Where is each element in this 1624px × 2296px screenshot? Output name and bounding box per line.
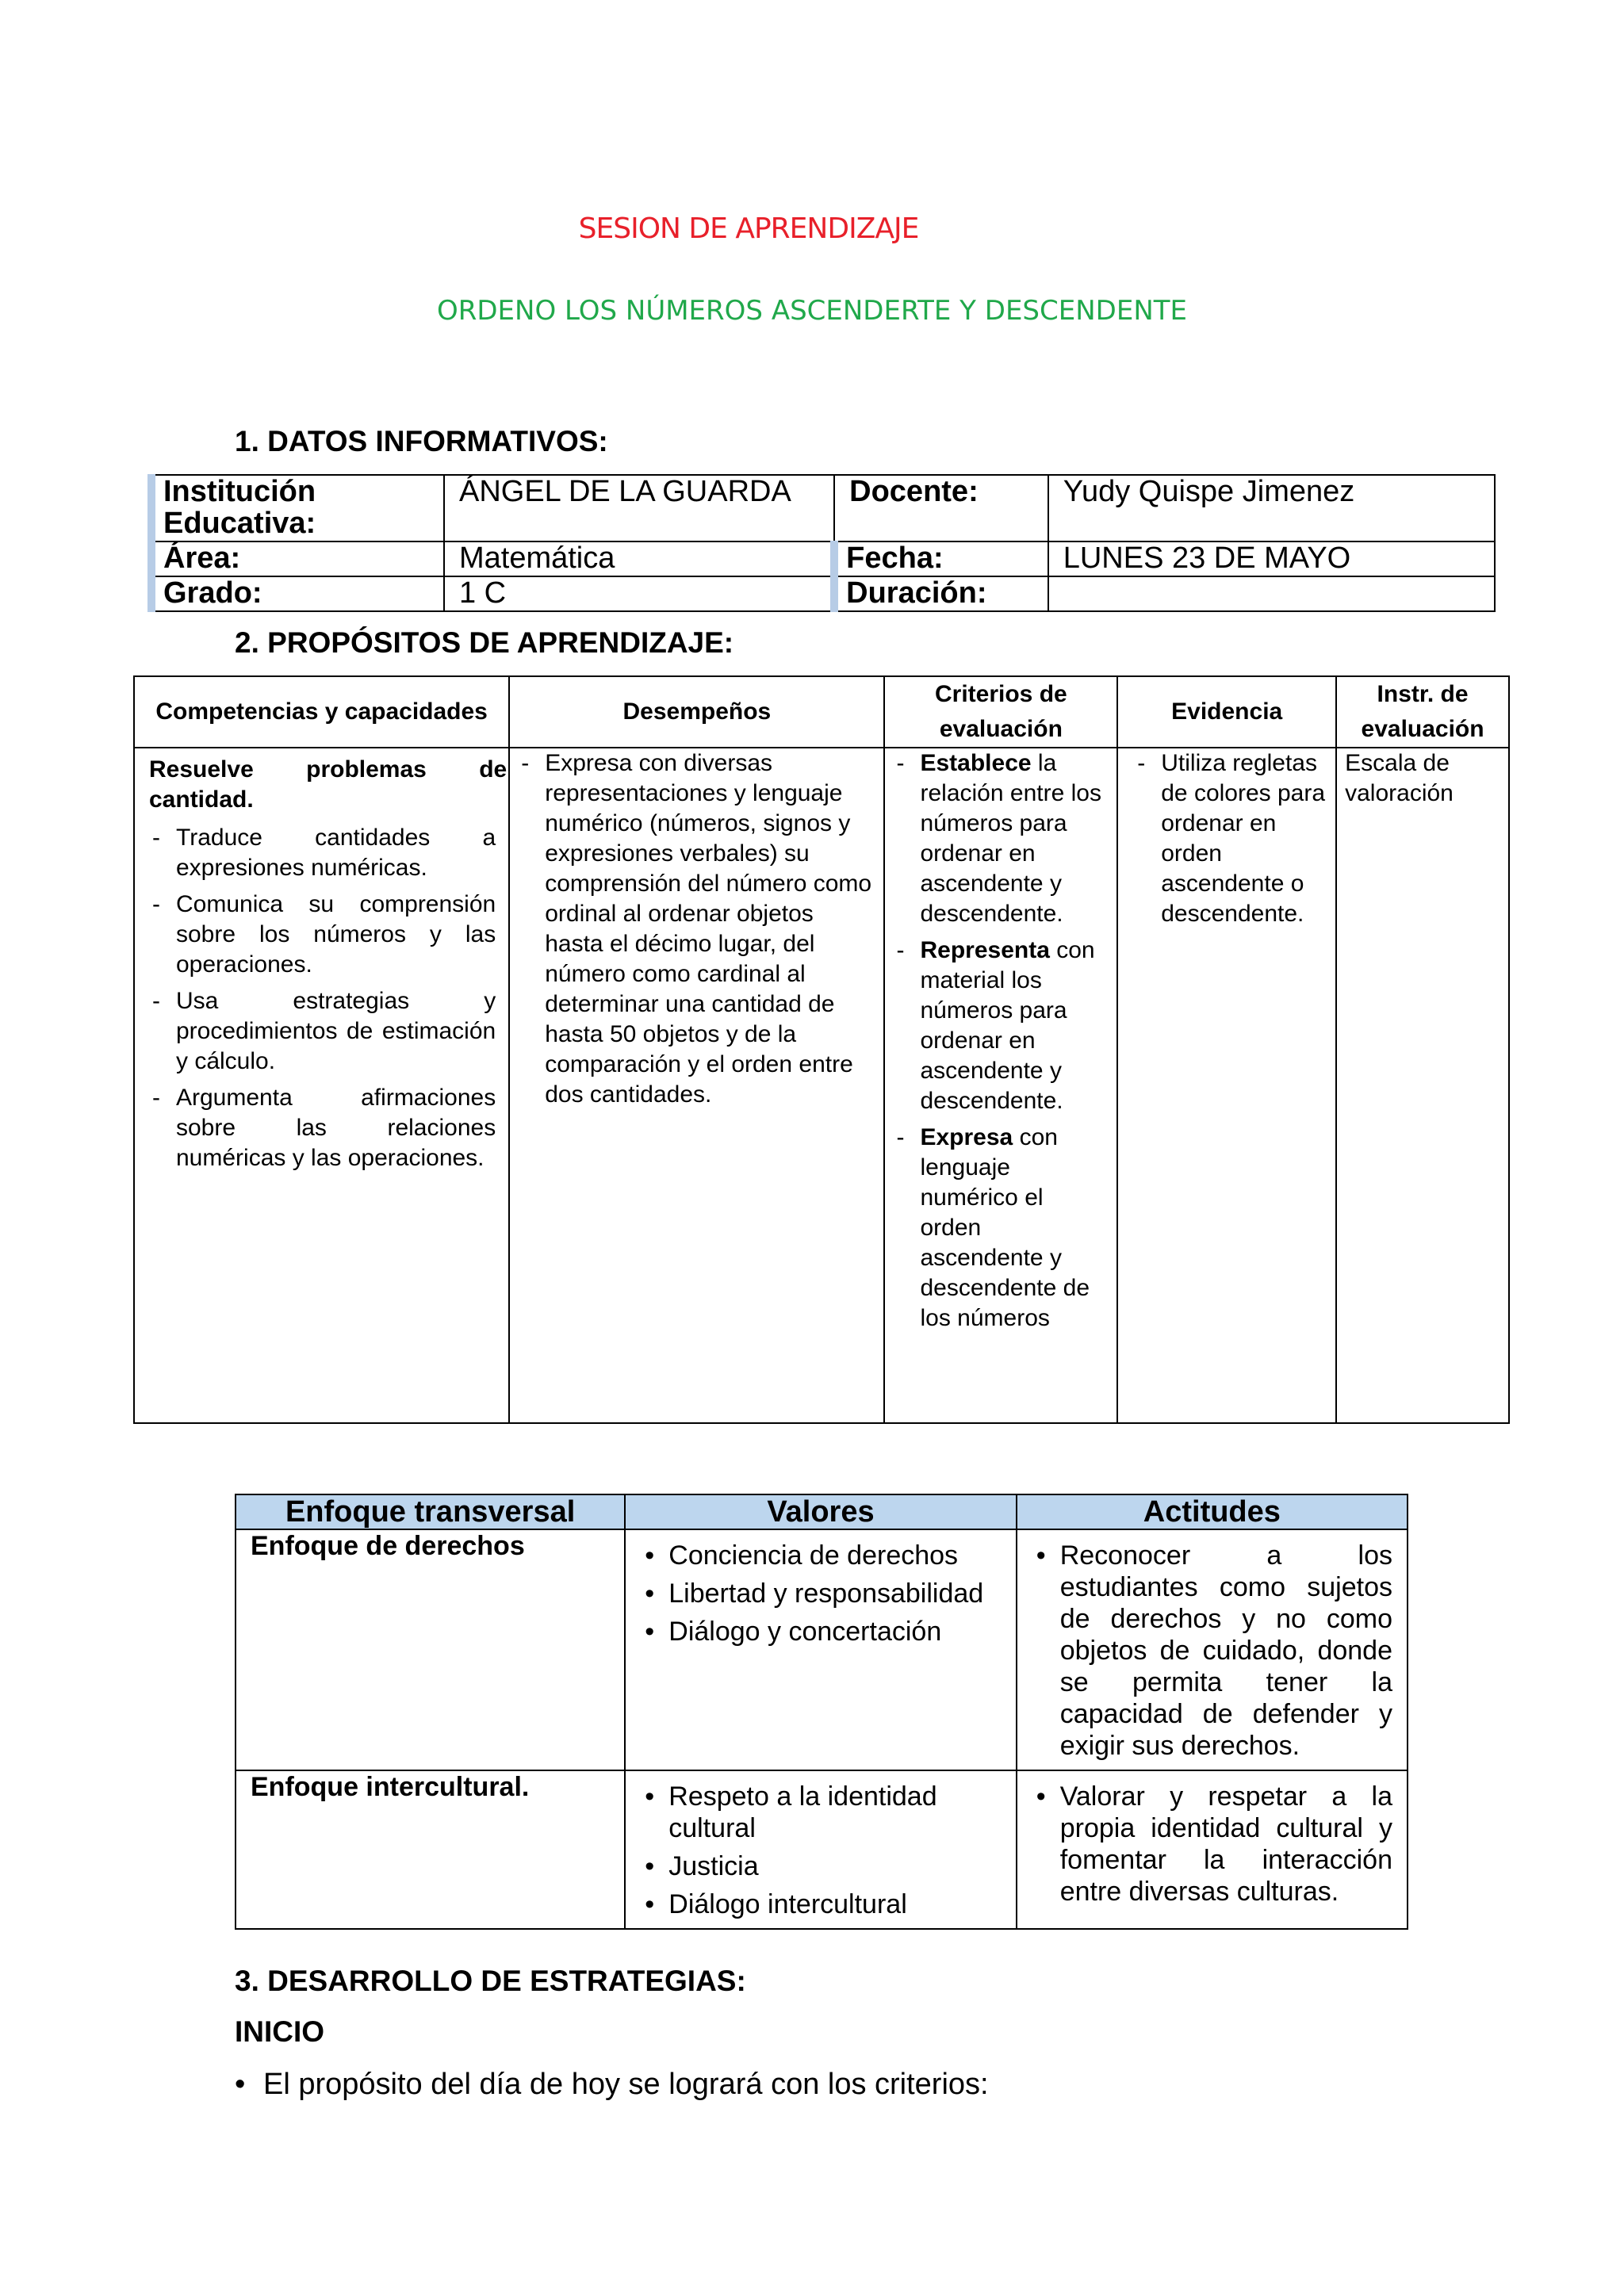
actitud-item: • Reconocer a los estudiantes como sujetos de derechos y no como objetos de cuidado, donde se permita tener la capacidad de defender y exigir sus derechos. [1032,1540,1392,1762]
header-criterios: Criterios de evaluación [884,676,1117,748]
criterio-text: con material los números para ordenar en ascendente y descendente. [920,937,1095,1114]
inicio-heading: INICIO [235,2015,325,2048]
criterios-cell [884,748,1117,1423]
propositos-table [133,675,1510,1424]
duracion-label: Duración: [834,576,1048,611]
document-title: SESION DE APRENDIZAJE [578,212,919,245]
area-label: Área: [151,541,444,576]
capacidad-item: - Usa estrategias y procedimientos de estimación y cálculo. [149,986,496,1077]
desempenos-cell [509,748,884,1423]
valor-item: • Conciencia de derechos [640,1540,1001,1571]
criterio-item [893,1123,1109,1334]
header-valores: Valores [625,1494,1016,1529]
valores-cell [625,1770,1016,1929]
valores-list [640,1540,1001,1647]
grado-value: 1 C [444,576,834,611]
section-heading-datos: 1. DATOS INFORMATIVOS: [235,425,608,457]
header-actitudes: Actitudes [1017,1494,1408,1529]
instrumento-text: Escala de valoración [1345,750,1454,806]
institucion-label: Institución Educativa: [151,475,444,541]
evidencia-list [1126,748,1327,929]
institucion-value: ÁNGEL DE LA GUARDA [444,475,834,541]
valor-item: • Libertad y responsabilidad [640,1578,1001,1609]
valores-cell [625,1529,1016,1770]
actitudes-cell [1017,1770,1408,1929]
area-value: Matemática [444,541,834,576]
criterio-text: la relación entre los números para ordenar en ascendente y descendente. [920,750,1101,927]
valor-item: • Diálogo intercultural [640,1888,1001,1920]
header-competencias: Competencias y capacidades [134,676,509,748]
capacidad-item: - Comunica su comprensión sobre los números y las operaciones. [149,890,496,980]
header-enfoque: Enfoque transversal [236,1494,625,1529]
table-row [236,1529,1408,1770]
inicio-bullet [235,2068,989,2102]
grado-label: Grado: [151,576,444,611]
fecha-label: Fecha: [834,541,1048,576]
desempenos-list [518,748,875,1110]
capacidades-list [149,823,507,1173]
valor-item: • Justicia [640,1850,1001,1882]
competencias-cell [134,748,509,1423]
header-desempenos: Desempeños [509,676,884,748]
docente-value: Yudy Quispe Jimenez [1048,475,1495,541]
valor-item: • Respeto a la identidad cultural [640,1781,1001,1844]
capacidad-item: - Argumenta afirmaciones sobre las relaciones numéricas y las operaciones. [149,1083,496,1173]
header-instrumento: Instr. de evaluación [1336,676,1509,748]
actitud-item: • Valorar y respetar a la propia identidad cultural y fomentar la interacción entre diversas culturas. [1032,1781,1392,1908]
actitudes-list [1032,1540,1392,1762]
inicio-bullet-text: El propósito del día de hoy se logrará con los criterios: [263,2068,989,2101]
fecha-value: LUNES 23 DE MAYO [1048,541,1495,576]
competencia-title: Resuelve problemas de cantidad. [149,756,508,813]
valor-item: • Diálogo y concertación [640,1616,1001,1647]
criterio-verb: Expresa [920,1124,1013,1150]
document-subtitle: ORDENO LOS NÚMEROS ASCENDERTE Y DESCENDENTE [436,295,1188,327]
criterio-item [893,936,1109,1116]
section-heading-propositos: 2. PROPÓSITOS DE APRENDIZAJE: [235,626,734,659]
criterio-item [893,748,1109,929]
instrumento-cell [1336,748,1509,1423]
criterio-text: con lenguaje numérico el orden ascendente y descendente de los números [920,1124,1090,1331]
header-evidencia: Evidencia [1117,676,1336,748]
datos-informativos-table [147,474,1496,612]
criterios-list [893,748,1109,1334]
desempeno-item: - Expresa con diversas representaciones y lenguaje numérico (números, signos y expresiones verbales) su comprensión del número como ordinal al ordenar objetos hasta el décimo lugar, del número como cardinal al determinar una cantidad de hasta 50 objetos y de la comparación y el orden entre dos cantidades. [518,748,875,1110]
enfoque-name: Enfoque de derechos [236,1529,625,1770]
criterio-verb: Establece [920,750,1032,776]
enfoques-table [235,1494,1408,1930]
actitudes-list [1032,1781,1392,1908]
table-row [236,1770,1408,1929]
valores-list [640,1781,1001,1920]
section-heading-desarrollo: 3. DESARROLLO DE ESTRATEGIAS: [235,1965,746,1997]
capacidad-item: - Traduce cantidades a expresiones numéricas. [149,823,496,883]
evidencia-cell [1117,748,1336,1423]
bullet-icon: • [235,2068,246,2101]
duracion-value [1048,576,1495,611]
enfoque-name: Enfoque intercultural. [236,1770,625,1929]
docente-label: Docente: [834,475,1048,541]
actitudes-cell [1017,1529,1408,1770]
criterio-verb: Representa [920,937,1050,963]
evidencia-item: - Utiliza regletas de colores para ordenar en orden ascendente o descendente. [1134,748,1327,929]
